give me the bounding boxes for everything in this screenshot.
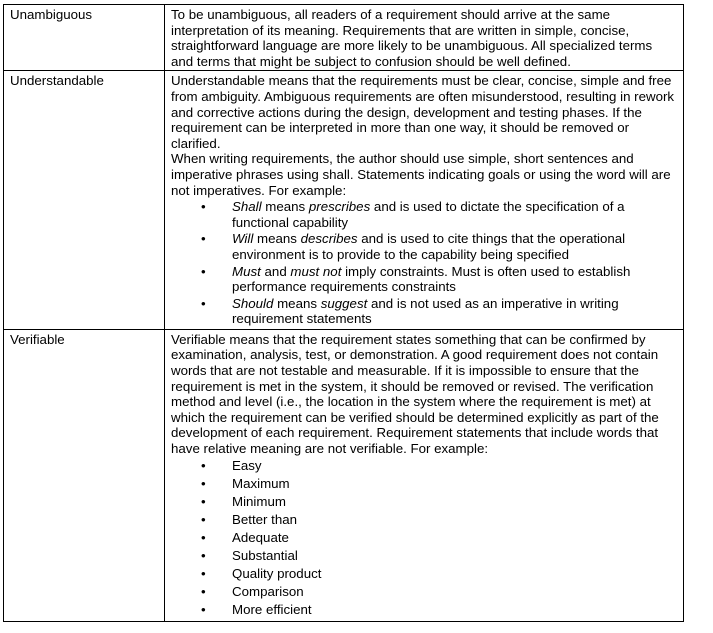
description-cell bbox=[165, 5, 684, 71]
list-item bbox=[171, 458, 677, 474]
term-cell: Understandable bbox=[4, 71, 165, 330]
description-paragraph: When writing requirements, the author should use simple, short sentences and imperative phrases using shall. Statements indicating goals or using the word will are not imperatives. For example: bbox=[171, 151, 671, 198]
list-item bbox=[171, 566, 677, 582]
keyword: suggest bbox=[320, 295, 368, 311]
list-text: and is not used as an imperative in writing requirement statements bbox=[232, 295, 619, 327]
keyword: must not bbox=[290, 263, 342, 279]
list-item bbox=[171, 512, 677, 528]
list-text: Adequate bbox=[232, 530, 289, 545]
list-item bbox=[171, 231, 677, 262]
bullet-icon: • bbox=[201, 295, 206, 311]
bullet-icon: • bbox=[201, 457, 206, 473]
requirements-table bbox=[3, 4, 684, 622]
description-paragraph: Understandable means that the requirements must be clear, concise, simple and free from ambiguity. Ambiguous requirements are often misunderstood, resulting in rework and corrective actions during the design, development and testing phases. If the requirement can be interpreted in more than one way, it should be removed or clarified. bbox=[171, 73, 675, 151]
table-row bbox=[4, 329, 684, 622]
keyword: describes bbox=[300, 231, 358, 247]
description-paragraph: Verifiable means that the requirement states something that can be confirmed by examination, analysis, test, or demonstration. A good requirement does not contain words that are not testable and measurable. If it is impossible to ensure that the requirement is met in the system, it should be removed or revised. The verification method and level (i.e., the location in the system where the requirement is met) at which the requirement can be verified should be determined explicitly as part of the development of each requirement. Requirement statements that include words that have relative meaning are not verifiable. For example: bbox=[171, 331, 659, 457]
bullet-icon: • bbox=[201, 566, 206, 582]
bullet-icon: • bbox=[201, 263, 206, 279]
list-item bbox=[171, 584, 677, 600]
list-text: More efficient bbox=[232, 602, 312, 618]
list-text: Better than bbox=[232, 511, 298, 527]
description-cell bbox=[165, 329, 684, 622]
bullet-icon: • bbox=[201, 475, 206, 491]
list-text: means bbox=[261, 199, 309, 215]
table-row bbox=[4, 5, 684, 71]
bullet-icon: • bbox=[201, 511, 206, 527]
list-text: and is used to dictate the specification of a functional capability bbox=[232, 199, 625, 230]
list-text: imply constraints. Must is often used to establish performance requirements constraints bbox=[232, 263, 631, 295]
list-text: means bbox=[273, 295, 321, 311]
relative-words-list bbox=[171, 458, 677, 618]
term-cell: Verifiable bbox=[4, 329, 165, 622]
list-text: Substantial bbox=[232, 548, 298, 564]
list-item bbox=[171, 602, 677, 618]
list-text: Easy bbox=[232, 457, 262, 473]
bullet-icon: • bbox=[201, 584, 206, 600]
table-row bbox=[4, 71, 684, 330]
description-cell bbox=[165, 71, 684, 330]
list-text: and is used to cite things that the operational environment is to provide to the capability being specified bbox=[232, 231, 626, 262]
keyword: Must bbox=[232, 263, 261, 279]
keyword: Will bbox=[232, 231, 254, 247]
list-item bbox=[171, 530, 677, 546]
imperative-list bbox=[171, 199, 677, 327]
list-item bbox=[171, 476, 677, 492]
bullet-icon: • bbox=[201, 530, 206, 545]
list-text: Comparison bbox=[232, 584, 304, 600]
term-cell: Unambiguous bbox=[4, 5, 165, 71]
list-text: Minimum bbox=[232, 493, 286, 509]
list-text: Maximum bbox=[232, 475, 290, 491]
description-paragraph: To be unambiguous, all readers of a requirement should arrive at the same interpretation of its meaning. Requirements that are written in simple, concise, straightforward language are more likely to be unambiguous. All specialized terms and terms that might be subject to confusion should be well defined. bbox=[171, 7, 653, 69]
bullet-icon: • bbox=[201, 602, 206, 618]
list-item bbox=[171, 548, 677, 564]
list-text: means bbox=[253, 231, 301, 247]
list-item bbox=[171, 199, 677, 230]
keyword: Shall bbox=[232, 199, 262, 215]
keyword: prescribes bbox=[308, 199, 371, 215]
bullet-icon: • bbox=[201, 493, 206, 509]
bullet-icon: • bbox=[201, 199, 206, 215]
keyword: Should bbox=[232, 295, 274, 311]
bullet-icon: • bbox=[201, 231, 206, 247]
bullet-icon: • bbox=[201, 548, 206, 564]
list-text: Quality product bbox=[232, 566, 322, 582]
list-item bbox=[171, 264, 677, 295]
list-item bbox=[171, 296, 677, 327]
list-item bbox=[171, 494, 677, 510]
list-text: and bbox=[260, 263, 291, 279]
